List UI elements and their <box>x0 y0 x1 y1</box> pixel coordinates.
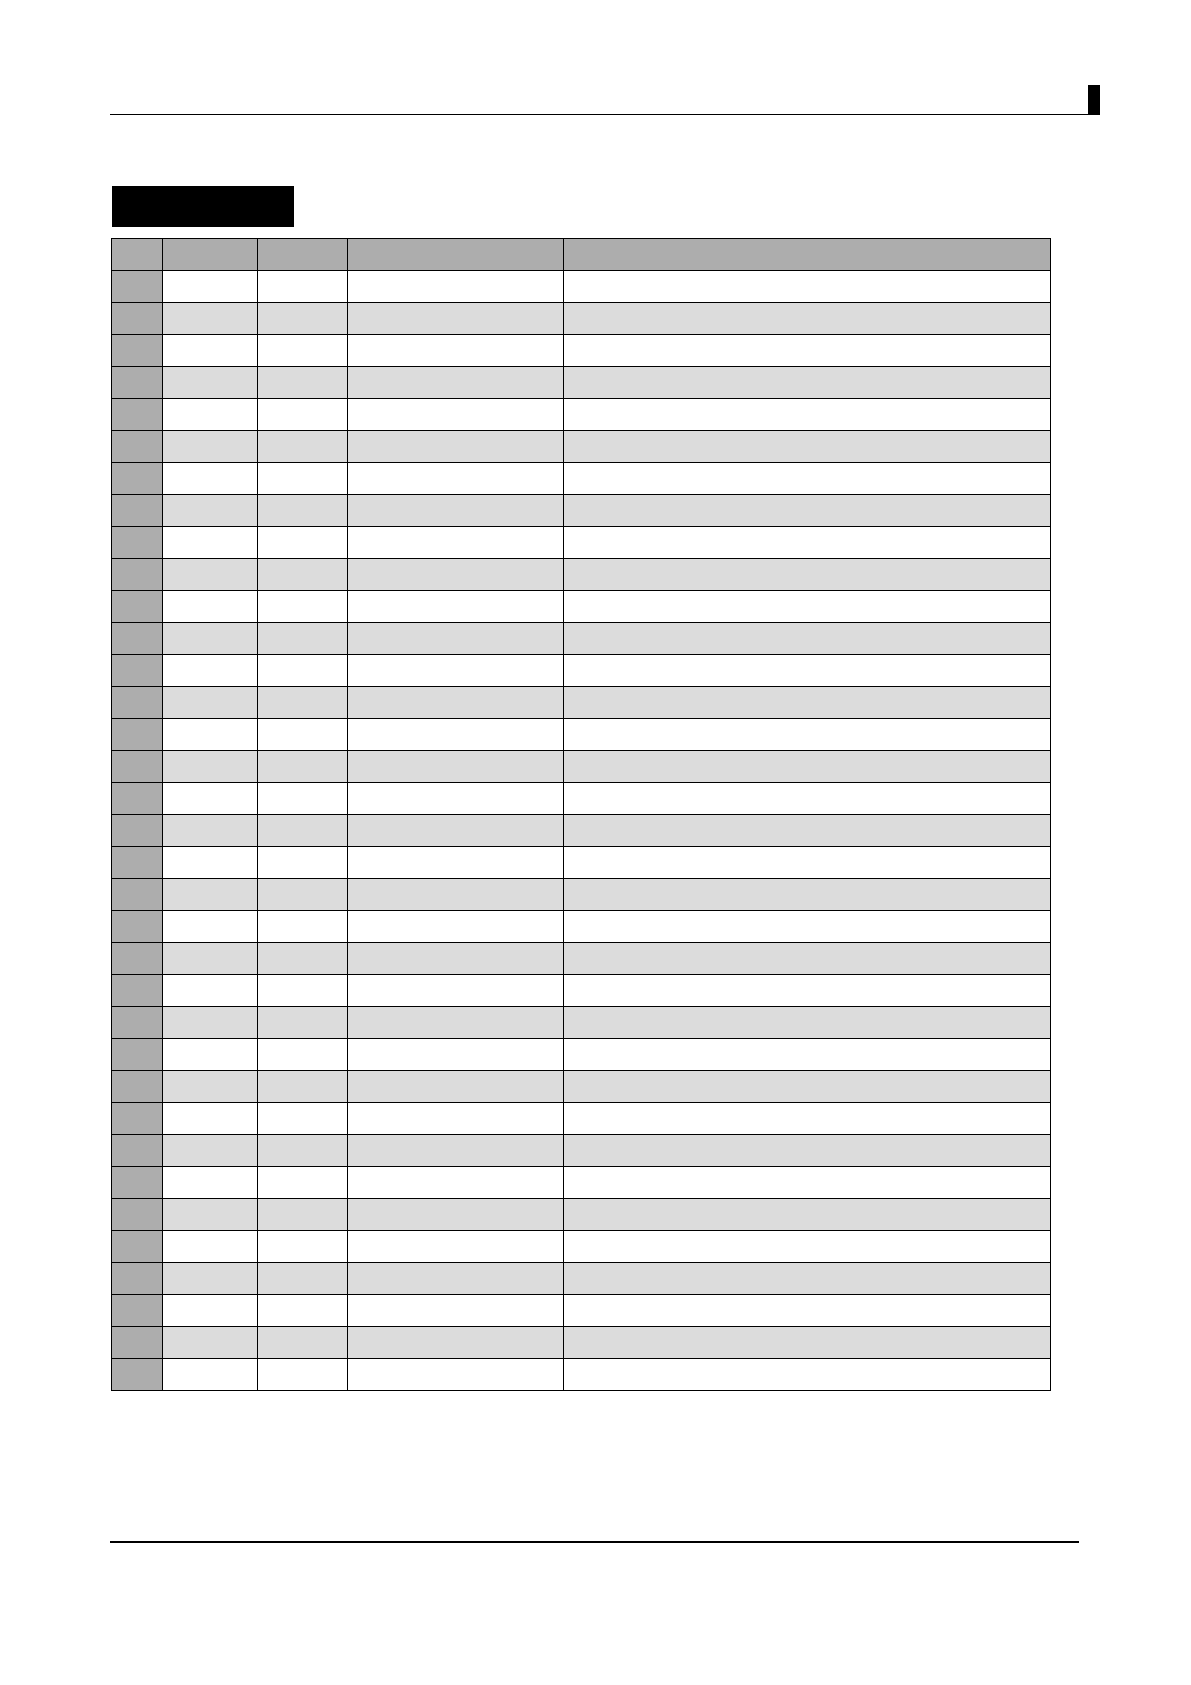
row-number-cell <box>112 335 163 367</box>
table-cell <box>258 943 348 975</box>
table-cell <box>564 1231 1051 1263</box>
table-cell <box>258 783 348 815</box>
table-cell <box>163 399 258 431</box>
table-cell <box>258 719 348 751</box>
table-cell <box>163 1231 258 1263</box>
table-cell <box>564 783 1051 815</box>
table-cell <box>258 687 348 719</box>
row-number-cell <box>112 943 163 975</box>
table-cell <box>163 751 258 783</box>
table-row <box>112 943 1051 975</box>
table-cell <box>564 559 1051 591</box>
table-cell <box>348 335 564 367</box>
table-cell <box>163 847 258 879</box>
row-number-cell <box>112 399 163 431</box>
table-cell <box>258 335 348 367</box>
table-cell <box>348 751 564 783</box>
table-cell <box>258 623 348 655</box>
table-cell <box>564 1199 1051 1231</box>
table-row <box>112 1071 1051 1103</box>
table-cell <box>163 879 258 911</box>
table-cell <box>163 559 258 591</box>
row-number-cell <box>112 1103 163 1135</box>
table-row <box>112 847 1051 879</box>
table-cell <box>348 879 564 911</box>
table-row <box>112 655 1051 687</box>
table-cell <box>564 751 1051 783</box>
table-cell <box>163 1135 258 1167</box>
table-cell <box>258 303 348 335</box>
table-row <box>112 1039 1051 1071</box>
row-number-cell <box>112 271 163 303</box>
row-number-cell <box>112 1039 163 1071</box>
table-cell <box>564 975 1051 1007</box>
table-cell <box>258 847 348 879</box>
table-cell <box>564 1071 1051 1103</box>
table-cell <box>564 463 1051 495</box>
table-cell <box>348 1103 564 1135</box>
table-cell <box>564 879 1051 911</box>
table-cell <box>348 1007 564 1039</box>
table-cell <box>348 1327 564 1359</box>
table-cell <box>348 623 564 655</box>
table-row <box>112 431 1051 463</box>
table-cell <box>258 591 348 623</box>
column-header-3 <box>258 239 348 271</box>
table-cell <box>564 719 1051 751</box>
row-number-cell <box>112 751 163 783</box>
table-cell <box>258 1231 348 1263</box>
row-number-cell <box>112 1199 163 1231</box>
data-table <box>111 238 1051 1391</box>
table-cell <box>163 1039 258 1071</box>
table-cell <box>564 1039 1051 1071</box>
table-cell <box>258 495 348 527</box>
table-row <box>112 335 1051 367</box>
table-row <box>112 1263 1051 1295</box>
row-number-cell <box>112 463 163 495</box>
table-cell <box>258 1295 348 1327</box>
table-cell <box>258 751 348 783</box>
header-rule <box>110 114 1092 115</box>
table-row <box>112 495 1051 527</box>
table-cell <box>258 463 348 495</box>
row-number-cell <box>112 815 163 847</box>
table-cell <box>348 1359 564 1391</box>
table-row <box>112 623 1051 655</box>
table-cell <box>348 1199 564 1231</box>
row-number-cell <box>112 1327 163 1359</box>
row-number-cell <box>112 719 163 751</box>
table-cell <box>348 399 564 431</box>
table-cell <box>564 1103 1051 1135</box>
table-cell <box>163 1071 258 1103</box>
row-number-cell <box>112 1359 163 1391</box>
table-cell <box>348 1039 564 1071</box>
table-cell <box>348 367 564 399</box>
column-header-1 <box>112 239 163 271</box>
table-cell <box>258 1007 348 1039</box>
table-row <box>112 367 1051 399</box>
table-row <box>112 1199 1051 1231</box>
table-cell <box>564 303 1051 335</box>
table-cell <box>348 495 564 527</box>
table-cell <box>348 463 564 495</box>
table-cell <box>348 431 564 463</box>
table-cell <box>564 1359 1051 1391</box>
table-cell <box>348 815 564 847</box>
table-cell <box>258 655 348 687</box>
row-number-cell <box>112 1007 163 1039</box>
table-cell <box>258 1071 348 1103</box>
table-row <box>112 559 1051 591</box>
table-cell <box>163 719 258 751</box>
table-cell <box>348 527 564 559</box>
table-cell <box>564 1007 1051 1039</box>
table-cell <box>564 591 1051 623</box>
table-cell <box>348 1263 564 1295</box>
table-cell <box>564 367 1051 399</box>
table-cell <box>258 1103 348 1135</box>
table-cell <box>258 271 348 303</box>
table-cell <box>348 783 564 815</box>
table-cell <box>348 303 564 335</box>
row-number-cell <box>112 1167 163 1199</box>
row-number-cell <box>112 559 163 591</box>
table-body <box>112 271 1051 1391</box>
table-row <box>112 751 1051 783</box>
page-marker <box>1088 85 1100 115</box>
row-number-cell <box>112 975 163 1007</box>
row-number-cell <box>112 303 163 335</box>
table-cell <box>163 975 258 1007</box>
table-row <box>112 911 1051 943</box>
table-cell <box>258 879 348 911</box>
table-cell <box>163 1359 258 1391</box>
table-cell <box>163 815 258 847</box>
table-row <box>112 271 1051 303</box>
table-cell <box>163 1327 258 1359</box>
table-row <box>112 1295 1051 1327</box>
table-cell <box>258 911 348 943</box>
table-cell <box>163 655 258 687</box>
table-cell <box>163 1295 258 1327</box>
table-cell <box>258 1039 348 1071</box>
table-cell <box>163 271 258 303</box>
table-cell <box>348 559 564 591</box>
table-cell <box>258 1135 348 1167</box>
table-cell <box>258 527 348 559</box>
row-number-cell <box>112 911 163 943</box>
table-cell <box>258 559 348 591</box>
table-header-row <box>112 239 1051 271</box>
table-cell <box>564 271 1051 303</box>
row-number-cell <box>112 1231 163 1263</box>
row-number-cell <box>112 847 163 879</box>
table-cell <box>564 623 1051 655</box>
table-row <box>112 975 1051 1007</box>
table-cell <box>163 591 258 623</box>
table-row <box>112 1103 1051 1135</box>
table-cell <box>348 271 564 303</box>
table-cell <box>564 847 1051 879</box>
table-cell <box>564 335 1051 367</box>
row-number-cell <box>112 527 163 559</box>
table-cell <box>564 1327 1051 1359</box>
table-cell <box>258 815 348 847</box>
footer-rule <box>110 1541 1079 1543</box>
table-cell <box>163 1167 258 1199</box>
row-number-cell <box>112 623 163 655</box>
table-cell <box>348 911 564 943</box>
row-number-cell <box>112 1071 163 1103</box>
column-header-2 <box>163 239 258 271</box>
table-cell <box>564 1263 1051 1295</box>
table-cell <box>348 1231 564 1263</box>
table-cell <box>258 1327 348 1359</box>
table-cell <box>348 687 564 719</box>
row-number-cell <box>112 879 163 911</box>
table-cell <box>163 527 258 559</box>
table-cell <box>348 1295 564 1327</box>
row-number-cell <box>112 1135 163 1167</box>
table-cell <box>348 655 564 687</box>
table-cell <box>163 463 258 495</box>
column-header-5 <box>564 239 1051 271</box>
table-cell <box>564 1167 1051 1199</box>
row-number-cell <box>112 367 163 399</box>
table-row <box>112 1007 1051 1039</box>
table-cell <box>564 527 1051 559</box>
table-cell <box>163 495 258 527</box>
row-number-cell <box>112 655 163 687</box>
table-cell <box>163 1263 258 1295</box>
table-row <box>112 1135 1051 1167</box>
table-row <box>112 783 1051 815</box>
table-cell <box>258 975 348 1007</box>
table-cell <box>163 367 258 399</box>
table-cell <box>258 1359 348 1391</box>
table-cell <box>258 367 348 399</box>
table-cell <box>564 1135 1051 1167</box>
table-row <box>112 719 1051 751</box>
row-number-cell <box>112 1263 163 1295</box>
table-cell <box>163 911 258 943</box>
table-row <box>112 815 1051 847</box>
table-cell <box>564 687 1051 719</box>
table-row <box>112 591 1051 623</box>
table-row <box>112 879 1051 911</box>
row-number-cell <box>112 1295 163 1327</box>
table-cell <box>258 1167 348 1199</box>
table-cell <box>348 719 564 751</box>
table-cell <box>564 943 1051 975</box>
table-row <box>112 1359 1051 1391</box>
table-cell <box>163 783 258 815</box>
table-cell <box>564 431 1051 463</box>
column-header-4 <box>348 239 564 271</box>
row-number-cell <box>112 591 163 623</box>
table-cell <box>564 655 1051 687</box>
table-cell <box>163 943 258 975</box>
row-number-cell <box>112 783 163 815</box>
table-cell <box>348 1135 564 1167</box>
table-cell <box>258 1199 348 1231</box>
row-number-cell <box>112 431 163 463</box>
table-cell <box>163 687 258 719</box>
table-row <box>112 1327 1051 1359</box>
table-row <box>112 1231 1051 1263</box>
table-cell <box>348 847 564 879</box>
table-row <box>112 399 1051 431</box>
table-cell <box>564 495 1051 527</box>
table-cell <box>163 335 258 367</box>
table-cell <box>348 943 564 975</box>
table-cell <box>163 303 258 335</box>
table-cell <box>258 431 348 463</box>
table-cell <box>258 399 348 431</box>
table-cell <box>564 911 1051 943</box>
table-cell <box>163 1103 258 1135</box>
section-label <box>112 186 294 227</box>
table-row <box>112 527 1051 559</box>
table-row <box>112 1167 1051 1199</box>
table-cell <box>348 1071 564 1103</box>
table-cell <box>564 399 1051 431</box>
table-cell <box>564 815 1051 847</box>
table-cell <box>163 1199 258 1231</box>
table-row <box>112 303 1051 335</box>
row-number-cell <box>112 687 163 719</box>
table-cell <box>348 975 564 1007</box>
table-cell <box>163 431 258 463</box>
table-cell <box>258 1263 348 1295</box>
table-cell <box>348 1167 564 1199</box>
row-number-cell <box>112 495 163 527</box>
table-cell <box>163 623 258 655</box>
table-row <box>112 463 1051 495</box>
table-cell <box>564 1295 1051 1327</box>
table-row <box>112 687 1051 719</box>
table-cell <box>163 1007 258 1039</box>
table-cell <box>348 591 564 623</box>
